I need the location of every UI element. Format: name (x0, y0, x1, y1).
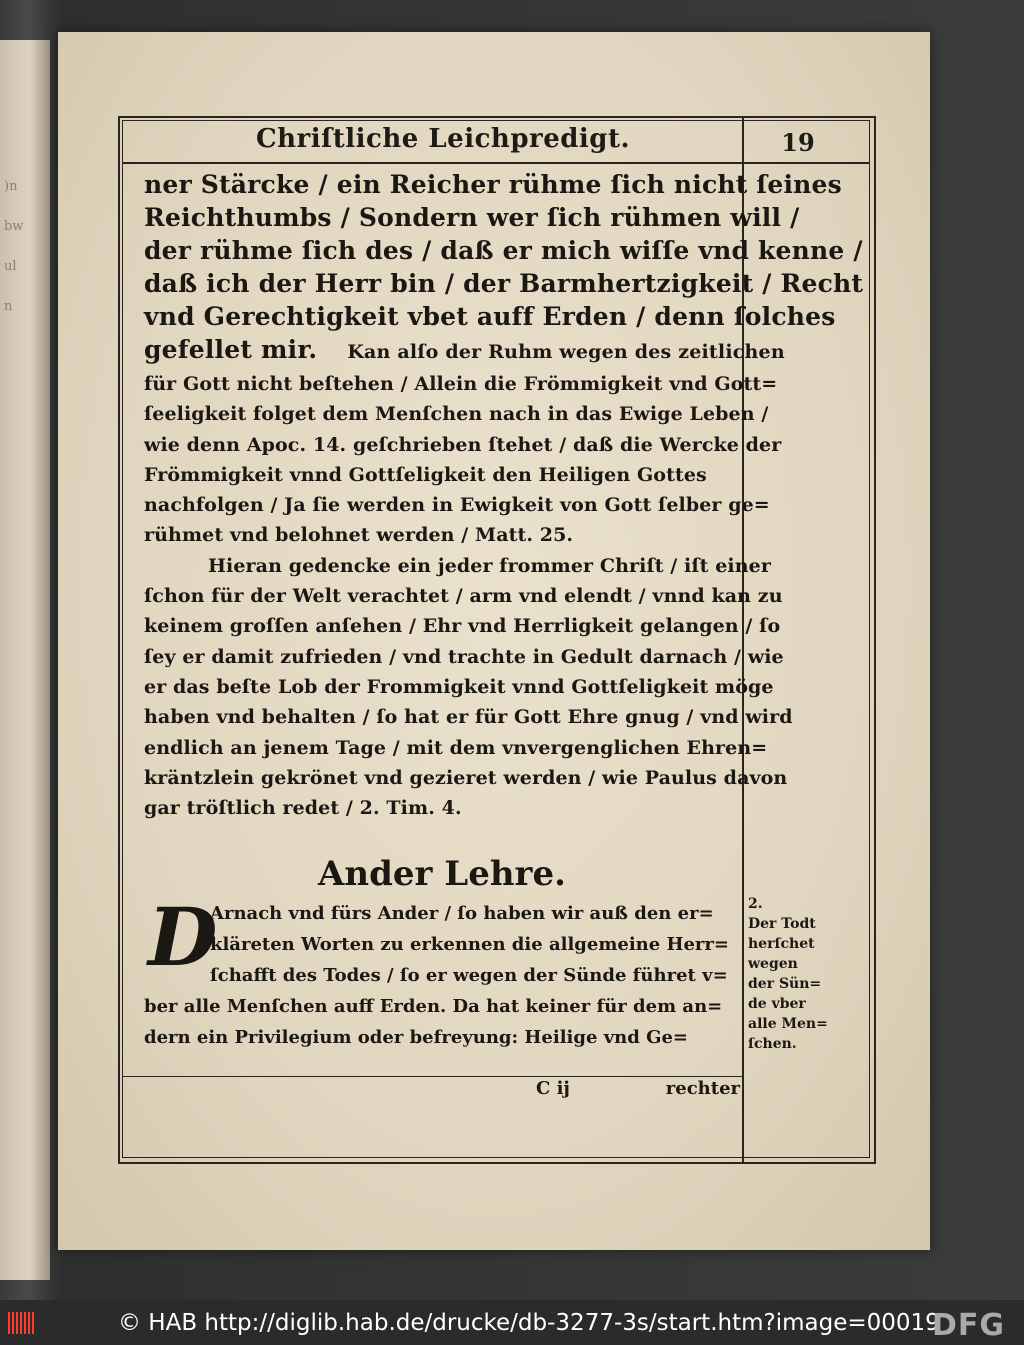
marginal-note-line: der Sün= (748, 976, 822, 992)
text-line: nachfolgen / Ja ſie werden in Ewigkeit von Gott ſelber ge= (144, 494, 770, 517)
viewer-footer (0, 1300, 1024, 1345)
text-line: Frömmigkeit vnnd Gottſeligkeit den Heiligen Gottes (144, 463, 707, 486)
text-line-mixed (144, 333, 785, 369)
text-line-emphasis: gefellet mir. (144, 335, 318, 364)
text-line: keinem groſſen anſehen / Ehr vnd Herrligkeit gelangen / ſo (144, 615, 781, 638)
previous-page-ghost-text: )n (4, 179, 18, 194)
marginal-note-line: wegen (748, 956, 798, 972)
running-head: Chriſtliche Leichpredigt. (255, 124, 631, 154)
text-line: ſeeligkeit folget dem Menſchen nach in das Ewige Leben / (144, 403, 769, 426)
marginal-note-line: Der Todt (748, 916, 816, 932)
marginal-note-line: herſchet (748, 936, 815, 952)
drop-cap-initial: D (148, 890, 218, 984)
footer-rule (122, 1076, 744, 1077)
marginal-note-line: ſchen. (748, 1036, 797, 1052)
marginal-note-line: alle Men= (748, 1016, 828, 1032)
text-line: für Gott nicht beſtehen / Allein die Frömmigkeit vnd Gott= (144, 373, 778, 395)
catchword: rechter (665, 1078, 740, 1099)
section-heading: Ander Lehre. (318, 854, 566, 894)
text-line: dern ein Privilegium oder befreyung: Heilige vnd Ge= (144, 1027, 689, 1048)
previous-page-ghost-text: ul (4, 259, 17, 274)
text-line: endlich an jenem Tage / mit dem vnvergenglichen Ehren= (144, 736, 768, 759)
header-rule (122, 162, 870, 164)
text-line: ſchon für der Welt verachtet / arm vnd elendt / vnnd kan zu (144, 585, 783, 608)
paragraph-start-line: Hieran gedencke ein jeder frommer Chriſt / iſt einer (208, 554, 771, 577)
text-line: haben vnd behalten / ſo hat er für Gott Ehre gnug / vnd wird (144, 706, 793, 729)
barcode-icon (8, 1312, 36, 1334)
page-number: 19 (781, 128, 815, 157)
text-line-continuation: Kan alſo der Ruhm wegen des zeitlichen (347, 341, 785, 363)
text-line: vnd Gerechtigkeit vbet auff Erden / denn ſolches (144, 302, 836, 331)
text-line: ner Stärcke / ein Reicher rühme ſich nicht ſeines (144, 170, 842, 199)
book-page (58, 32, 930, 1250)
text-line: ſchafft des Todes / ſo er wegen der Sünde führet v= (210, 965, 728, 986)
marginal-note-line: 2. (748, 896, 763, 912)
previous-page-ghost-text: n (4, 299, 13, 314)
signature-mark: C ij (536, 1078, 570, 1099)
marginal-note (748, 894, 834, 1054)
previous-page-edge (0, 40, 50, 1280)
text-line: daß ich der Herr bin / der Barmhertzigkeit / Recht (144, 269, 864, 298)
text-line: Reichthumbs / Sondern wer ſich rühmen will / (144, 203, 800, 232)
text-line: kräntzlein gekrönet vnd gezieret werden / wie Paulus davon (144, 766, 788, 789)
text-line: gar tröſtlich redet / 2. Tim. 4. (144, 797, 462, 820)
section-text (144, 898, 740, 1053)
copyright-url-text: © HAB http://diglib.hab.de/drucke/db-3277-3s/start.htm?image=00019 (118, 1310, 940, 1336)
text-line: wie denn Apoc. 14. geſchrieben ſtehet / daß die Wercke der (144, 433, 782, 456)
dfg-logo: DFG (932, 1308, 1006, 1343)
text-line: ſey er damit zufrieden / vnd trachte in Gedult darnach / wie (144, 645, 784, 668)
text-line: der rühme ſich des / daß er mich wiſſe vnd kenne / (144, 236, 863, 265)
text-line: rühmet vnd belohnet werden / Matt. 25. (144, 524, 574, 547)
body-text (144, 168, 864, 823)
text-line: er das beſte Lob der Frommigkeit vnnd Gottſeligkeit möge (144, 675, 774, 698)
text-line: kläreten Worten zu erkennen die allgemeine Herr= (210, 934, 729, 955)
marginal-note-line: de vber (748, 996, 806, 1012)
text-line: Arnach vnd fürs Ander / ſo haben wir auß den er= (210, 903, 714, 924)
text-line: ber alle Menſchen auff Erden. Da hat keiner für dem an= (144, 996, 723, 1017)
previous-page-ghost-text: bw (4, 219, 24, 234)
